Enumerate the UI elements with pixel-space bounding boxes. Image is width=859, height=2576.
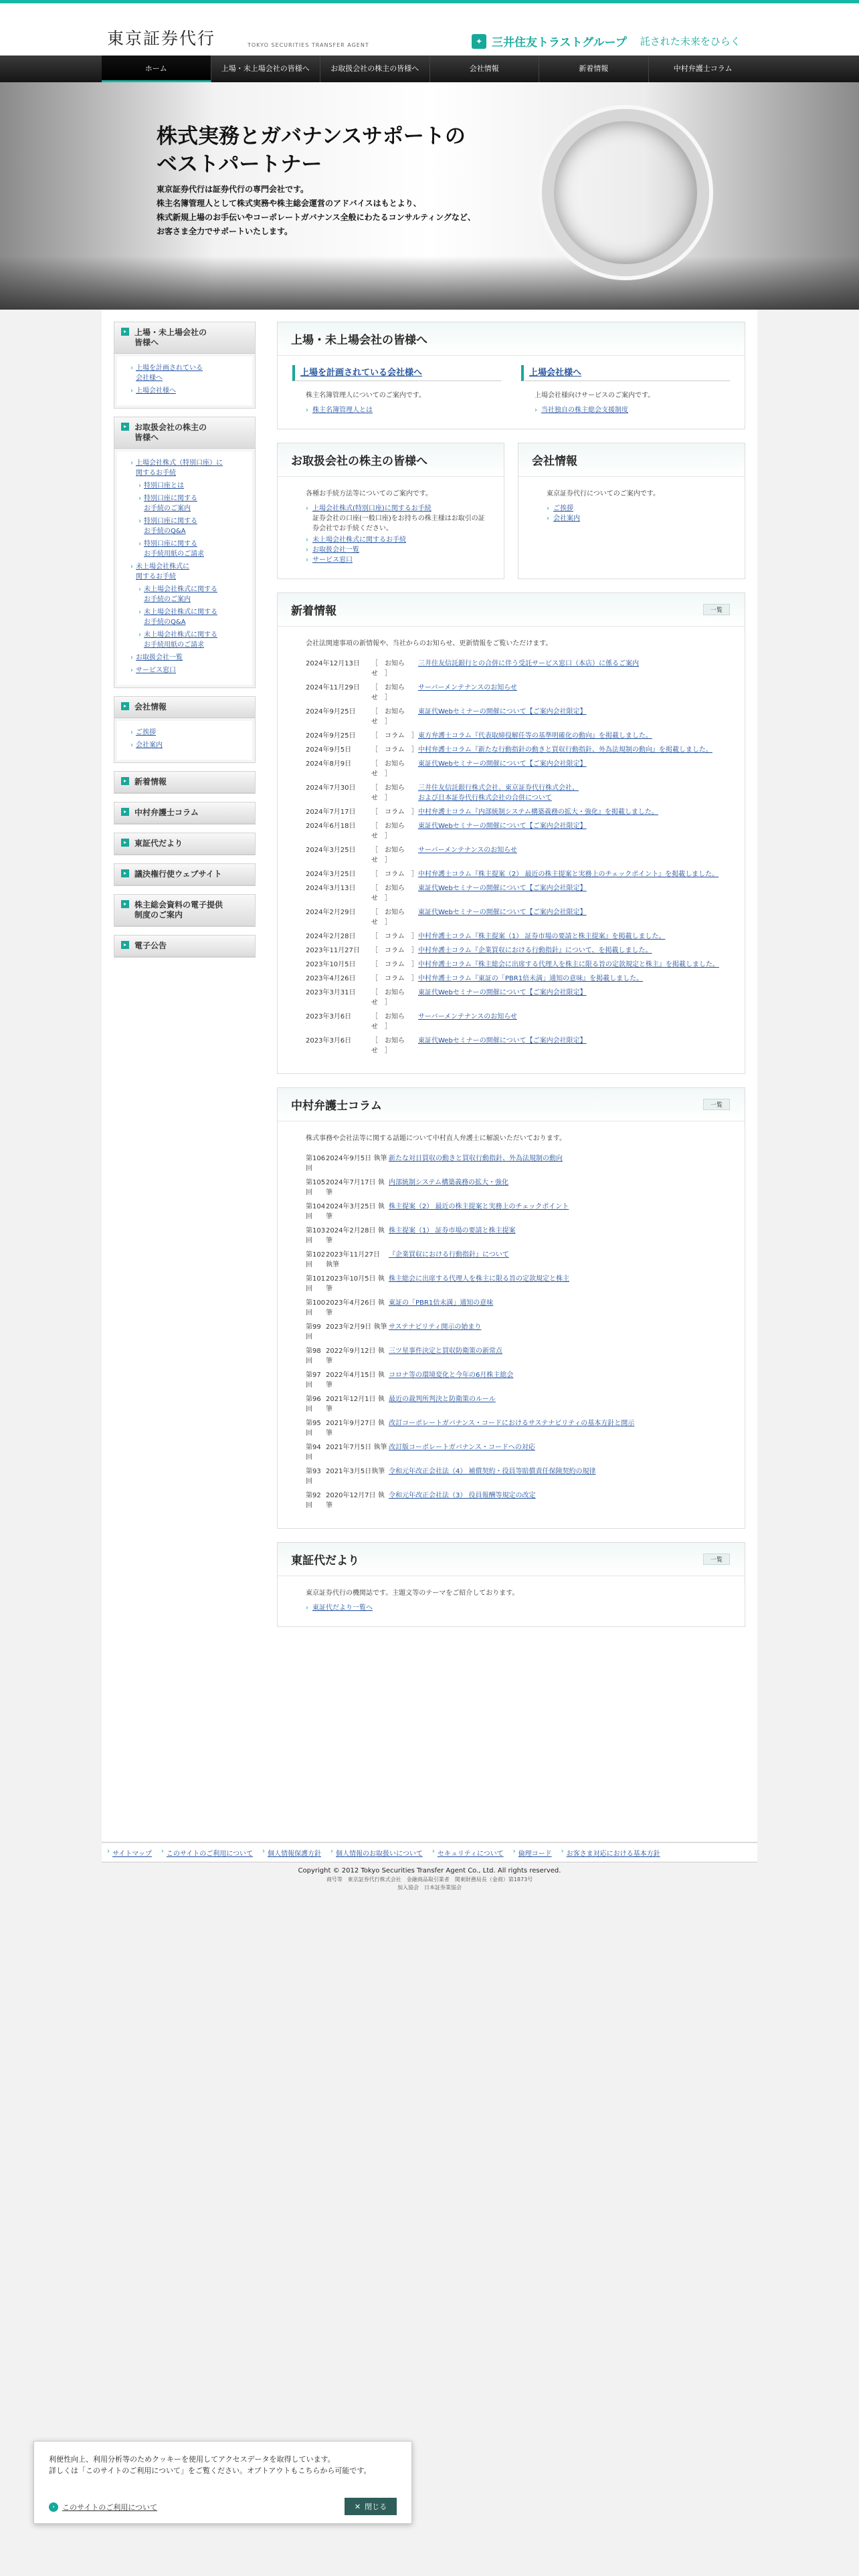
- cookie-close-button[interactable]: [345, 2498, 397, 2515]
- column-item: [292, 1442, 730, 1463]
- column-number: 第94回: [306, 1444, 321, 1461]
- news-date: 2024年2月28日: [306, 933, 356, 940]
- news-title-link[interactable]: 中村弁護士コラム『株主総会に出席する代理人を株主に限る旨の定款規定と株主』を掲載しました。: [418, 961, 719, 968]
- news-title-link[interactable]: 東証代Webセミナーの開催について【ご案内会社限定】: [418, 989, 587, 996]
- news-item: [292, 907, 730, 928]
- column-desc: 株式事務や会社法等に関する話題について中村直人弁護士に解説いただいております。: [306, 1135, 566, 1142]
- news-title-link[interactable]: 中村弁護士コラム『株主提案（1） 証券市場の要請と株主提案』を掲載しました。: [418, 933, 666, 940]
- sidebar-section: [114, 894, 256, 927]
- section-title: お取扱会社の株主の皆様へ: [278, 443, 504, 477]
- sidebar-section: [114, 802, 256, 825]
- news-category: ［ お知らせ ］: [371, 660, 405, 677]
- column-title-link[interactable]: 改訂コーポレートガバナンス・コードにおけるサステナビリティの基本方針と開示: [389, 1420, 635, 1427]
- news-date: 2024年7月30日: [306, 784, 356, 792]
- column-number: 第97回: [306, 1372, 321, 1389]
- news-category: ［ コラム ］: [371, 975, 418, 982]
- planning-ipo-heading: [292, 365, 501, 381]
- content-wrapper: [102, 310, 757, 1841]
- news-category: ［ お知らせ ］: [371, 1037, 405, 1055]
- planning-ipo-link[interactable]: 上場を計画されている会社様へ: [300, 368, 423, 378]
- news-title-link[interactable]: 中村弁護士コラム『企業買収における行動指針』について、を掲載しました。: [418, 947, 652, 954]
- news-category: ［ お知らせ ］: [371, 784, 405, 802]
- sidebar-section-title[interactable]: ▸ 株主総会資料の電子提供 制度のご案内: [114, 895, 255, 926]
- listed-company-desc: 上場会社様向けサービスのご案内です。: [535, 392, 655, 399]
- planning-ipo-desc: 株主名簿管理人についてのご案内です。: [306, 392, 425, 399]
- news-box: [277, 593, 745, 1074]
- nav-company-info[interactable]: 会社情報: [430, 56, 540, 82]
- column-title-link[interactable]: サステナビリティ開示の始まり: [389, 1323, 482, 1331]
- column-title-link[interactable]: 株主提案（2） 最近の株主提案と実務上のチェックポイント: [389, 1203, 569, 1210]
- column-date: 2021年12月1日 執筆: [326, 1396, 385, 1413]
- column-date: 2021年3月5日執筆: [326, 1468, 385, 1475]
- sidebar-item[interactable]: › 上場を計画されている 会社様へ: [130, 363, 246, 383]
- sidebar-section-title[interactable]: ▸ お取扱会社の株主の 皆様へ: [114, 417, 255, 449]
- news-item: [292, 731, 730, 741]
- column-more-button[interactable]: 一覧: [703, 1099, 730, 1110]
- news-category: ［ お知らせ ］: [371, 909, 405, 926]
- sidebar-item[interactable]: › 上場会社様へ: [130, 386, 246, 396]
- news-category: ［ お知らせ ］: [371, 823, 405, 840]
- close-label: 閉じる: [365, 2502, 387, 2511]
- news-title-link[interactable]: 東証代Webセミナーの開催について【ご案内会社限定】: [418, 1037, 587, 1045]
- sidebar-list: [117, 721, 252, 760]
- column-number: 第99回: [306, 1323, 321, 1341]
- listed-company-link[interactable]: 上場会社様へ: [529, 368, 582, 378]
- news-item: [292, 1036, 730, 1056]
- sidebar-item[interactable]: › 特別口座に関する お手続のご案内: [138, 494, 246, 514]
- tayori-box: [277, 1542, 745, 1627]
- sidebar-section: [114, 863, 256, 886]
- sidebar-section: [114, 833, 256, 855]
- sidebar-section: [114, 771, 256, 794]
- greeting-link[interactable]: › ご挨拶: [547, 504, 730, 514]
- column-number: 第98回: [306, 1348, 321, 1365]
- sidebar: [114, 322, 256, 966]
- listed-companies-box: [277, 322, 745, 429]
- nav-news[interactable]: 新着情報: [539, 56, 649, 82]
- column-number: 第106回: [306, 1155, 326, 1172]
- sidebar-section: [114, 935, 256, 958]
- news-title-link[interactable]: 中村弁護士コラム『新たな行動指針の動きと買収行動指針、外為法規制の動向』を掲載しました。: [418, 746, 712, 754]
- sidebar-section-title[interactable]: ▸ 議決権行使ウェブサイト: [114, 864, 255, 885]
- column-item: [292, 1274, 730, 1294]
- section-title: 会社情報: [518, 443, 745, 477]
- news-title-link[interactable]: 中村弁護士コラム『東証の「PBR1倍未満」通知の意味』を掲載しました。: [418, 975, 644, 982]
- news-item: [292, 1012, 730, 1032]
- company-profile-link[interactable]: › 会社案内: [547, 514, 730, 524]
- sidebar-section: [114, 322, 256, 409]
- column-title-link[interactable]: 新たな対日買収の動きと買収行動指針、外為法規制の動向: [389, 1155, 563, 1162]
- news-date: 2024年6月18日: [306, 823, 356, 830]
- footer-links: [102, 1842, 757, 1862]
- column-title-link[interactable]: 三ツ星事件決定と買収防衛策の新常点: [389, 1348, 502, 1355]
- column-date: 2023年10月5日 執筆: [326, 1275, 385, 1293]
- news-title-link[interactable]: 東証代Webセミナーの開催について【ご案内会社限定】: [418, 885, 587, 892]
- footer-link[interactable]: › 個人情報保護方針: [262, 1848, 321, 1858]
- news-desc: 会社法関連事項の新情報や、当社からのお知らせ、更新情報をご覧いただけます。: [306, 640, 553, 647]
- column-item: [292, 1394, 730, 1414]
- section-title: 中村弁護士コラム: [278, 1088, 745, 1121]
- news-more-button[interactable]: 一覧: [703, 604, 730, 615]
- news-date: 2023年4月26日: [306, 975, 356, 982]
- column-item: [292, 1346, 730, 1366]
- column-title-link[interactable]: 株主提案（1） 証券市場の要請と株主提案: [389, 1227, 516, 1235]
- association-text: 加入協会 日本証券業協会: [397, 1885, 462, 1891]
- news-date: 2024年7月17日: [306, 809, 356, 816]
- site-logo[interactable]: 東京証券代行: [107, 29, 216, 48]
- news-item: [292, 745, 730, 755]
- column-title-link[interactable]: 令和元年改正会社法（3） 役員報酬等規定の改定: [389, 1492, 536, 1499]
- news-category: ［ コラム ］: [371, 933, 418, 940]
- column-number: 第101回: [306, 1275, 326, 1293]
- nav-column[interactable]: 中村弁護士コラム: [673, 64, 733, 73]
- news-date: 2024年12月13日: [306, 660, 360, 667]
- news-category: ［ お知らせ ］: [371, 847, 405, 864]
- cookie-banner: [33, 2441, 412, 2524]
- news-item: [292, 974, 730, 984]
- listed-company-heading: [521, 365, 730, 381]
- news-list: [292, 659, 730, 1056]
- sidebar-item[interactable]: › お取扱会社一覧: [130, 653, 246, 663]
- news-title-link[interactable]: 東証代Webセミナーの開催について【ご案内会社限定】: [418, 708, 587, 716]
- sidebar-item[interactable]: › 未上場会社株式に関する お手続のQ&A: [138, 607, 246, 627]
- service-counter-link[interactable]: › サービス窓口: [306, 555, 489, 565]
- shareholders-box: [277, 443, 504, 579]
- footer-copyright: [102, 1866, 757, 1892]
- news-title-link[interactable]: 東証代Webセミナーの開催について【ご案内会社限定】: [418, 909, 587, 916]
- sidebar-section-title[interactable]: ▸ 会社情報: [114, 697, 255, 718]
- news-date: 2023年3月6日: [306, 1013, 352, 1021]
- group-name: 三井住友トラストグループ: [492, 36, 627, 49]
- sidebar-item[interactable]: › サービス窓口: [130, 665, 246, 675]
- footer-link[interactable]: › 個人情報のお取扱いについて: [330, 1848, 423, 1858]
- column-item: [292, 1418, 730, 1438]
- news-item: [292, 807, 730, 817]
- hero-title: 株式実務とガバナンスサポートの ベストパートナー: [157, 124, 466, 177]
- news-title-link[interactable]: 東方弁護士コラム『代表取締役解任等の基準明確化の動向』を掲載しました。: [418, 732, 652, 740]
- column-item: [292, 1226, 730, 1246]
- column-number: 第100回: [306, 1299, 326, 1317]
- column-date: 2024年3月25日 執筆: [326, 1203, 385, 1220]
- news-date: 2024年3月25日: [306, 847, 356, 854]
- news-item: [292, 659, 730, 679]
- footer-link[interactable]: › サイトマップ: [107, 1848, 152, 1858]
- tayori-more-button[interactable]: 一覧: [703, 1553, 730, 1565]
- nav-shareholders[interactable]: お取扱会社の株主の皆様へ: [320, 56, 430, 82]
- column-date: 2024年9月5日 執筆: [326, 1155, 387, 1162]
- column-item: [292, 1467, 730, 1487]
- news-category: ［ お知らせ ］: [371, 1013, 405, 1031]
- column-date: 2023年2月9日 執筆: [326, 1323, 387, 1331]
- news-title-link[interactable]: 東証代Webセミナーの開催について【ご案内会社限定】: [418, 760, 587, 768]
- copyright-text: Copyright © 2012 Tokyo Securities Transfer Agent Co., Ltd. All rights reserved.: [298, 1867, 561, 1874]
- news-item: [292, 845, 730, 865]
- news-item: [292, 988, 730, 1008]
- column-title-link[interactable]: 改訂版コーポレートガバナンス・コードへの対応: [389, 1444, 535, 1451]
- news-item: [292, 821, 730, 841]
- news-title-link[interactable]: 東証代Webセミナーの開催について【ご案内会社限定】: [418, 823, 587, 830]
- column-item: [292, 1322, 730, 1342]
- sidebar-section-title[interactable]: ▸ 電子公告: [114, 936, 255, 957]
- column-date: 2020年12月7日 執筆: [326, 1492, 385, 1509]
- news-category: ［ コラム ］: [371, 961, 418, 968]
- news-date: 2023年11月27日: [306, 947, 360, 954]
- global-nav: [0, 56, 859, 82]
- special-account-note: 証券会社の口座(一般口座)をお持ちの株主様はお取引の証券会社でお手続ください。: [312, 515, 485, 532]
- column-title-link[interactable]: 内部統制システム構築義務の拡大・強化: [389, 1179, 508, 1186]
- news-category: ［ コラム ］: [371, 809, 418, 816]
- sidebar-section-title[interactable]: ▸ 新着情報: [114, 772, 255, 793]
- company-desc: 東京証券代行についてのご案内です。: [547, 490, 660, 498]
- unlisted-procedure-link[interactable]: › 未上場会社株式に関するお手続: [306, 535, 489, 545]
- column-number: 第93回: [306, 1468, 321, 1485]
- news-category: ［ お知らせ ］: [371, 684, 405, 702]
- sidebar-section-title[interactable]: ▸ 中村弁護士コラム: [114, 802, 255, 824]
- column-date: 2023年4月26日 執筆: [326, 1299, 385, 1317]
- column-item: [292, 1370, 730, 1390]
- news-date: 2024年9月25日: [306, 708, 356, 716]
- news-item: [292, 869, 730, 879]
- footer-link[interactable]: › 倫理コード: [513, 1848, 552, 1858]
- news-item: [292, 883, 730, 903]
- news-title-link[interactable]: サーバーメンテナンスのお知らせ: [418, 1013, 517, 1021]
- chevron-right-icon: ›: [49, 2502, 58, 2512]
- column-date: 2023年11月27日 執筆: [326, 1251, 380, 1269]
- column-item: [292, 1154, 730, 1174]
- news-category: ［ コラム ］: [371, 732, 418, 740]
- news-date: 2024年9月25日: [306, 732, 356, 740]
- site-logo-en: TOKYO SECURITIES TRANSFER AGENT: [248, 42, 369, 48]
- column-number: 第105回: [306, 1179, 326, 1196]
- sidebar-item[interactable]: › ご挨拶: [130, 728, 246, 738]
- news-title-link[interactable]: 三井住友信託銀行株式会社、東京証券代行株式会社、 および日本証券代行株式会社の合併について: [418, 784, 579, 802]
- column-number: 第92回: [306, 1492, 321, 1509]
- footer-link[interactable]: › セキュリティについて: [432, 1848, 504, 1858]
- news-date: 2024年2月29日: [306, 909, 356, 916]
- news-date: 2023年10月5日: [306, 961, 356, 968]
- special-account-link[interactable]: › 上場会社株式(特別口座)に関するお手続: [306, 504, 489, 514]
- column-item: [292, 1178, 730, 1198]
- sidebar-item[interactable]: › 会社案内: [130, 740, 246, 750]
- news-category: ［ コラム ］: [371, 871, 418, 878]
- sidebar-list: [117, 451, 252, 685]
- nav-home[interactable]: ホーム: [102, 56, 211, 82]
- news-category: ［ お知らせ ］: [371, 708, 405, 726]
- column-title-link[interactable]: 東証の「PBR1倍未満」通知の意味: [389, 1299, 494, 1307]
- news-title-link[interactable]: 三井住友信託銀行との合併に伴う受託サービス窓口（本店）に係るご案内: [418, 660, 639, 667]
- news-date: 2024年9月5日: [306, 746, 352, 754]
- column-list: [292, 1154, 730, 1511]
- sidebar-item[interactable]: › 未上場会社株式に 関するお手続: [130, 562, 246, 582]
- tayori-desc: 東京証券代行の機関誌です。主題文等のテーマをご紹介しております。: [306, 1590, 519, 1597]
- news-title-link[interactable]: サーバーメンテナンスのお知らせ: [418, 684, 517, 691]
- news-item: [292, 932, 730, 942]
- column-number: 第96回: [306, 1396, 321, 1413]
- tayori-list-link[interactable]: › 東証代だより一覧へ: [306, 1603, 730, 1613]
- news-category: ［ お知らせ ］: [371, 760, 405, 778]
- sidebar-item[interactable]: › 特別口座に関する お手続用紙のご請求: [138, 539, 246, 559]
- news-category: ［ コラム ］: [371, 746, 418, 754]
- site-header: [0, 3, 859, 56]
- news-date: 2024年8月9日: [306, 760, 352, 768]
- column-item: [292, 1298, 730, 1318]
- close-icon: ✕: [354, 2502, 361, 2511]
- hero-banner: [0, 82, 859, 310]
- column-date: 2022年9月12日 執筆: [326, 1348, 385, 1365]
- column-item: [292, 1250, 730, 1270]
- column-date: 2024年7月17日 執筆: [326, 1179, 385, 1196]
- news-category: ［ お知らせ ］: [371, 885, 405, 902]
- sidebar-item[interactable]: › 上場会社株式（特別口座）に 関するお手続: [130, 458, 246, 478]
- column-number: 第104回: [306, 1203, 326, 1220]
- company-info-box: [518, 443, 745, 579]
- news-category: ［ お知らせ ］: [371, 989, 405, 1006]
- registration-text: 商号等 東京証券代行株式会社 金融商品取引業者 関東財務局長（金商）第1873号: [326, 1876, 533, 1883]
- footer-link[interactable]: › このサイトのご利用について: [161, 1848, 253, 1858]
- column-date: 2022年4月15日 執筆: [326, 1372, 385, 1389]
- footer-link[interactable]: › お客さま対応における基本方針: [561, 1848, 660, 1858]
- cookie-policy-label: このサイトのご利用について: [62, 2503, 158, 2512]
- news-item: [292, 946, 730, 956]
- news-item: [292, 683, 730, 703]
- hero-text: 東京証券代行は証券代行の専門会社です。 株主名簿管理人として株式実務や株主総会運営のアドバイスはもとより、 株式新規上場のお手伝いやコーポレートガバナンス全般にわたるコンサルティングなど、 お客さま全力でサポートいたします。: [157, 185, 476, 236]
- cookie-policy-link[interactable]: [49, 2502, 157, 2512]
- sidebar-section: [114, 417, 256, 688]
- sidebar-item[interactable]: › 未上場会社株式に関する お手続のご案内: [138, 584, 246, 605]
- hero-wave: [0, 256, 859, 310]
- column-date: 2021年7月5日 執筆: [326, 1444, 387, 1451]
- sidebar-section-title[interactable]: ▸ 東証代だより: [114, 833, 255, 855]
- main-content: [277, 322, 745, 1640]
- nav-listed-companies[interactable]: 上場・未上場会社の皆様へ: [211, 56, 321, 82]
- cookie-text: 利便性向上、利用分析等のためクッキーを使用してアクセスデータを取得しています。 詳しくは「このサイトのご利用について」をご覧ください。オプトアウトもこちらから可能です。: [49, 2455, 371, 2475]
- shareholders-desc: 各種お手続方法等についてのご案内です。: [306, 490, 432, 498]
- news-item: [292, 707, 730, 727]
- column-box: [277, 1087, 745, 1529]
- news-date: 2024年3月25日: [306, 871, 356, 878]
- column-title-link[interactable]: 株主総会に出席する代理人を株主に限る旨の定款規定と株主: [389, 1275, 569, 1283]
- sidebar-list: [117, 356, 252, 405]
- column-date: 2021年9月27日 執筆: [326, 1420, 385, 1437]
- column-item: [292, 1202, 730, 1222]
- news-date: 2023年3月31日: [306, 989, 356, 996]
- column-number: 第103回: [306, 1227, 326, 1245]
- section-title: 東証代だより: [278, 1543, 745, 1576]
- news-date: 2023年3月6日: [306, 1037, 352, 1045]
- sidebar-item[interactable]: › 特別口座とは: [138, 481, 246, 491]
- news-category: ［ コラム ］: [371, 947, 418, 954]
- mitsui-sumitomo-logo-icon: ✦: [472, 34, 486, 49]
- column-item: [292, 1491, 730, 1511]
- hero-ring-graphic: [542, 109, 709, 276]
- section-title: 新着情報: [278, 593, 745, 627]
- column-title-link[interactable]: コロナ等の環境変化と今年の6月株主総会: [389, 1372, 514, 1379]
- group-banner[interactable]: [472, 33, 741, 49]
- column-number: 第102回: [306, 1251, 326, 1269]
- column-title-link[interactable]: 令和元年改正会社法（4） 補償契約・役員等賠償責任保険契約の規律: [389, 1468, 596, 1475]
- section-title: 上場・未上場会社の皆様へ: [278, 322, 745, 356]
- column-number: 第95回: [306, 1420, 321, 1437]
- news-date: 2024年11月29日: [306, 684, 360, 691]
- news-title-link[interactable]: サーバーメンテナンスのお知らせ: [418, 847, 517, 854]
- transfer-agent-link[interactable]: › 株主名簿管理人とは: [306, 405, 501, 415]
- news-title-link[interactable]: 中村弁護士コラム『株主提案（2） 最近の株主提案と実務上のチェックポイント』を掲載しました。: [418, 871, 719, 878]
- news-item: [292, 783, 730, 803]
- column-title-link[interactable]: 『企業買収における行動指針』について: [389, 1251, 509, 1259]
- company-list-link[interactable]: › お取扱会社一覧: [306, 545, 489, 555]
- column-date: 2024年2月28日 執筆: [326, 1227, 385, 1245]
- news-item: [292, 960, 730, 970]
- sidebar-section-title[interactable]: ▸ 上場・未上場会社の 皆様へ: [114, 322, 255, 354]
- news-date: 2024年3月13日: [306, 885, 356, 892]
- sidebar-item[interactable]: › 未上場会社株式に関する お手続用紙のご請求: [138, 630, 246, 650]
- sidebar-section: [114, 696, 256, 763]
- sidebar-item[interactable]: › 特別口座に関する お手続のQ&A: [138, 516, 246, 536]
- column-title-link[interactable]: 最近の裁判所判決と防衛策のルール: [389, 1396, 496, 1403]
- meeting-support-link[interactable]: › 当社独自の株主総会支援制度: [535, 405, 730, 415]
- news-title-link[interactable]: 中村弁護士コラム『内部統制システム構築義務の拡大・強化』を掲載しました。: [418, 809, 658, 816]
- group-slogan: 託された未来をひらく: [640, 35, 741, 47]
- news-item: [292, 759, 730, 779]
